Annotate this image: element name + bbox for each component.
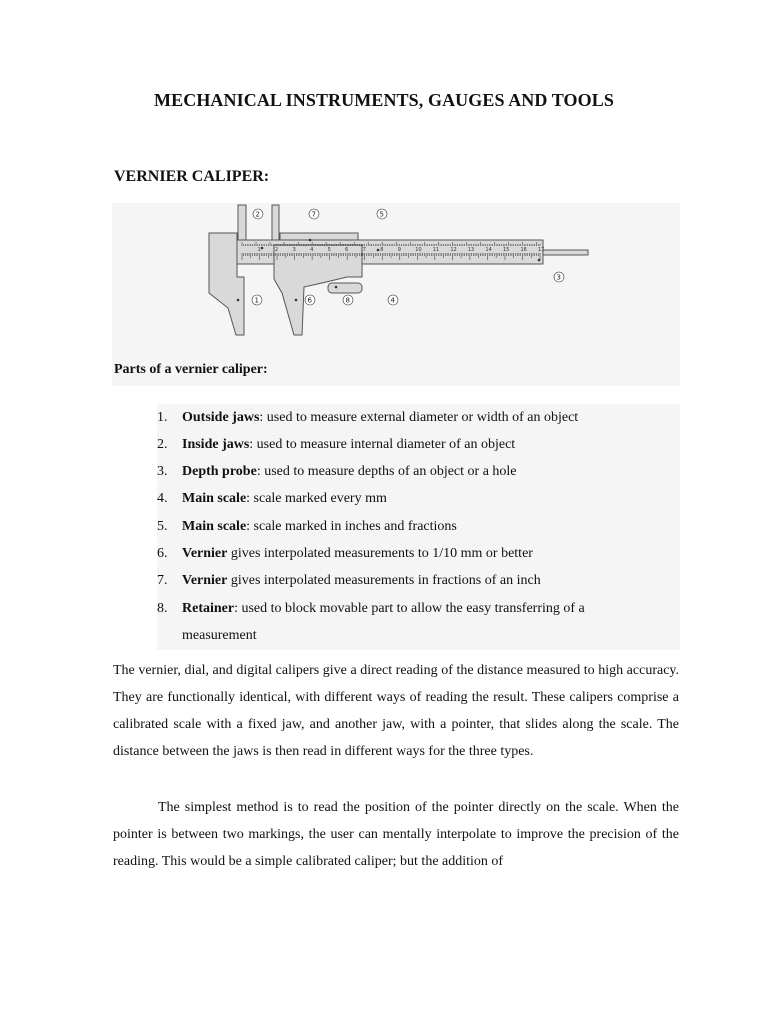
scale-number: 1 [257,247,261,253]
part-desc: : scale marked in inches and fractions [246,519,457,534]
svg-text:3: 3 [556,273,561,282]
scale-number: 12 [450,247,457,253]
part-desc: : used to measure external diameter or width of an object [259,410,579,425]
sliding-inside-jaw [272,205,279,240]
fixed-inside-jaw [238,205,246,240]
inch-slot [280,233,358,240]
scale-number: 2 [275,247,279,253]
scale-number: 14 [485,247,492,253]
figure-caption: Parts of a vernier caliper: [114,362,268,377]
body-paragraph-2: The simplest method is to read the position of the pointer directly on the scale. When the pointer is between two markings, the user can mentally interpolate to improve the precision of the reading. This would be a simple calibrated caliper; but the addition of [113,800,679,869]
part-term: Main scale [182,491,247,506]
svg-text:5: 5 [379,210,384,219]
depth-probe [543,250,588,255]
page-title: MECHANICAL INSTRUMENTS, GAUGES AND TOOLS [154,90,614,110]
part-desc: : used to measure depths of an object or a hole [256,464,517,479]
svg-text:1: 1 [254,296,259,305]
section-heading: VERNIER CALIPER: [114,168,270,185]
callout-1 [252,295,262,305]
part-term: Inside jaws [182,437,250,452]
callout-7 [309,209,319,219]
scale-number: 5 [327,247,331,253]
part-desc: gives interpolated measurements in fractions of an inch [227,573,541,588]
part-term: Outside jaws [182,410,260,425]
caliper-figure [112,203,680,386]
scale-number: 10 [415,247,422,253]
scale-number: 15 [502,247,510,253]
part-desc: : used to block movable part to allow the easy transferring of a measurement [182,601,585,643]
scale-number: 13 [467,247,475,253]
part-desc: gives interpolated measurements to 1/10 mm or better [227,546,533,561]
part-term: Depth probe [182,464,257,479]
scale-number: 6 [345,247,349,253]
scale-number: 16 [520,247,527,253]
svg-text:8: 8 [345,296,350,305]
scale-number: 9 [397,247,401,253]
body-paragraph-1: The vernier, dial, and digital calipers give a direct reading of the distance measured to high accuracy. They are functionally identical, with different ways of reading the result. These calipers comprise a calibrated scale with a fixed jaw, and another jaw, with a pointer, that slides along the scale. The distance between the jaws is then read in different ways for the three types. [113,663,679,759]
callout-5 [377,209,387,219]
scale-number: 3 [292,247,296,253]
part-term: Vernier [182,546,228,561]
part-term: Main scale [182,519,247,534]
part-desc: : used to measure internal diameter of an object [249,437,516,452]
svg-text:6: 6 [307,296,312,305]
vernier-caliper-illustration [112,203,680,353]
part-term: Vernier [182,573,228,588]
callout-3 [554,272,564,282]
retainer [328,283,362,293]
part-desc: : scale marked every mm [246,491,387,506]
scale-number: 7 [362,247,366,253]
svg-text:7: 7 [311,210,316,219]
svg-text:4: 4 [390,296,395,305]
part-term: Retainer [182,601,235,616]
callout-2-top [253,209,263,219]
svg-text:2: 2 [255,210,260,219]
scale-number: 11 [432,247,440,253]
callout-8 [343,295,353,305]
callout-6 [305,295,315,305]
callout-4 [388,295,398,305]
scale-number: 17 [538,247,545,253]
scale-number: 4 [310,247,314,253]
scale-number: 8 [380,247,384,253]
parts-list-box: 1. Outside jaws: used to measure external diameter or width of an object 2. Inside jaws: used to measure internal diameter of an object 3. Depth probe: used to measure depths of an object or a hole 4. Main scale: scale marked every mm 5. Main scale: scale marked in inches and fractions 6. Vernier gives interpolated measurements to 1/10 mm or better 7. Vernier gives interpolated measurements in fractions of an inch 8. Retainer: used to block movable part to allow the easy transferring of a measurement [157,404,680,650]
